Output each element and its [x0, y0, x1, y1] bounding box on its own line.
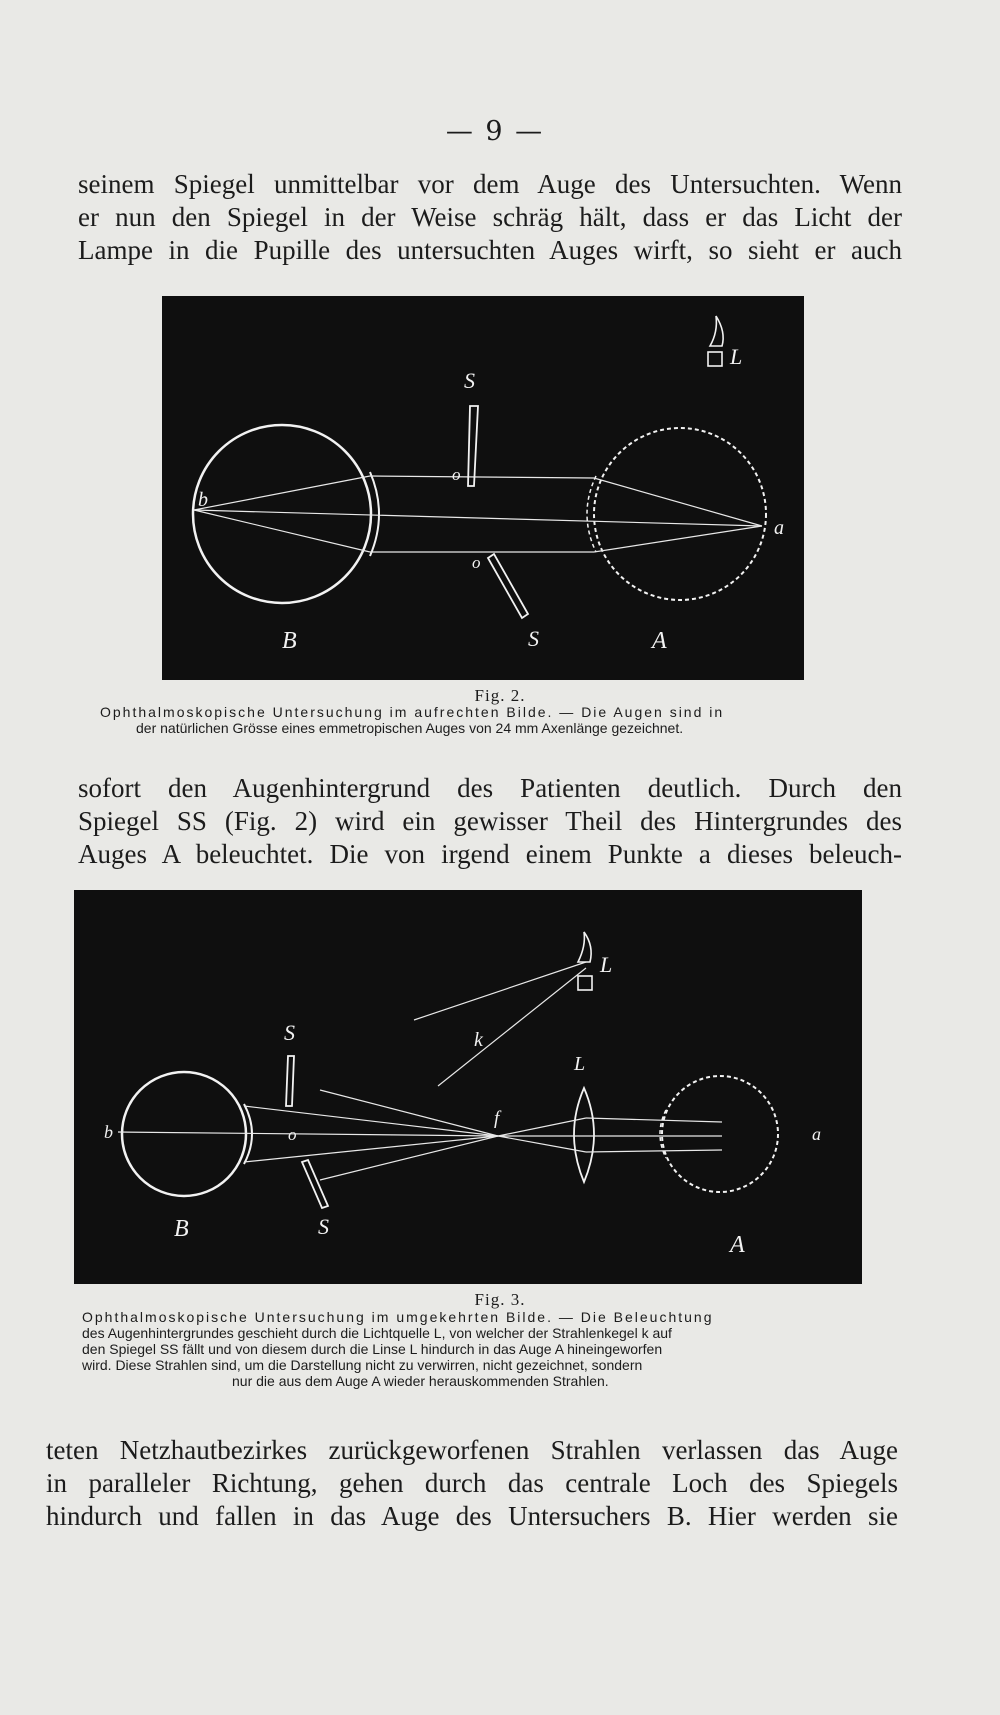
- caption-line: Ophthalmoskopische Untersuchung im umgekehrten Bilde. — Die Beleuchtung: [82, 1309, 714, 1325]
- eye-b-circle: [122, 1072, 246, 1196]
- mirror-bottom: [488, 554, 528, 618]
- figure-3-caption: [82, 1309, 842, 1389]
- label-a: a: [812, 1124, 821, 1144]
- caption-line: nur die aus dem Auge A wieder herauskommenden Strahlen.: [232, 1373, 609, 1389]
- paragraph-line: hindurch und fallen in das Auge des Untersuchers B. Hier werden sie: [46, 1501, 898, 1531]
- paragraph-line: sofort den Augenhintergrund des Patienten deutlich. Durch den: [78, 773, 902, 803]
- caption-line: der natürlichen Grösse eines emmetropischen Auges von 24 mm Axenlänge gezeichnet.: [136, 720, 684, 736]
- figure-2-illustration: [162, 296, 804, 680]
- caption-line: Ophthalmoskopische Untersuchung im aufrechten Bilde. — Die Augen sind in: [100, 704, 725, 720]
- label-L: L: [730, 344, 743, 369]
- label-B: B: [282, 628, 297, 654]
- condensing-lens: [574, 1088, 594, 1182]
- label-a: a: [774, 517, 784, 539]
- label-o: o: [288, 1125, 297, 1144]
- paragraph-1: [78, 168, 902, 267]
- label-b: b: [104, 1122, 113, 1142]
- label-S-bottom: S: [528, 626, 539, 651]
- label-A: A: [730, 1232, 745, 1258]
- label-L-lens: L: [574, 1053, 586, 1075]
- label-f: f: [494, 1108, 500, 1129]
- figure-3-label: Fig. 3.: [474, 1290, 526, 1309]
- figure-2-caption: [100, 704, 860, 736]
- caption-line: des Augenhintergrundes geschieht durch die Lichtquelle L, von welcher der Strahlenkegel k auf: [82, 1325, 672, 1341]
- paragraph-line: Auges A beleuchtet. Die von irgend einem Punkte a dieses beleuch-: [78, 839, 902, 869]
- mirror-top: [286, 1056, 294, 1106]
- eye-a-circle: [594, 428, 766, 600]
- caption-line: wird. Diese Strahlen sind, um die Darstellung nicht zu verwirren, nicht gezeichnet, sondern: [82, 1357, 643, 1373]
- label-S-top: S: [464, 368, 475, 393]
- paragraph-line: teten Netzhautbezirkes zurückgeworfenen Strahlen verlassen das Auge: [46, 1435, 898, 1465]
- eye-a-circle: [662, 1076, 778, 1192]
- lamp-figure-3: [578, 932, 592, 990]
- label-S-bottom: S: [318, 1214, 329, 1239]
- label-B: B: [174, 1216, 189, 1242]
- paragraph-line: seinem Spiegel unmittelbar vor dem Auge des Untersuchten. Wenn: [78, 169, 902, 199]
- caption-line: den Spiegel SS fällt und von diesem durch die Linse L hindurch in das Auge A hineingeworfen: [82, 1341, 663, 1357]
- mirror-bottom: [302, 1160, 328, 1208]
- figure-2-svg: [162, 296, 804, 680]
- figure-2-label: Fig. 2.: [474, 686, 526, 705]
- page-number: — 9 —: [445, 116, 545, 147]
- mirror-top: [468, 406, 478, 486]
- figure-3-illustration: [74, 890, 862, 1284]
- label-S-top: S: [284, 1020, 295, 1045]
- lamp-figure-2: [708, 316, 723, 366]
- paragraph-2: [78, 772, 902, 871]
- label-k: k: [474, 1029, 483, 1051]
- figure-3-svg: [74, 890, 862, 1284]
- paragraph-line: er nun den Spiegel in der Weise schräg hält, dass er das Licht der: [78, 202, 902, 232]
- figure-3-rays: [118, 962, 722, 1180]
- paragraph-3: [46, 1434, 898, 1533]
- paragraph-line: Spiegel SS (Fig. 2) wird ein gewisser Theil des Hintergrundes des: [78, 806, 902, 836]
- figure-2-rays: [194, 476, 762, 552]
- label-b: b: [198, 489, 208, 511]
- label-A: A: [652, 628, 667, 654]
- label-o-top: o: [452, 465, 461, 484]
- label-o-bottom: o: [472, 553, 481, 572]
- label-L-lamp: L: [600, 952, 613, 977]
- paragraph-line: in paralleler Richtung, gehen durch das centrale Loch des Spiegels: [46, 1468, 898, 1498]
- paragraph-line: Lampe in die Pupille des untersuchten Auges wirft, so sieht er auch: [78, 235, 902, 265]
